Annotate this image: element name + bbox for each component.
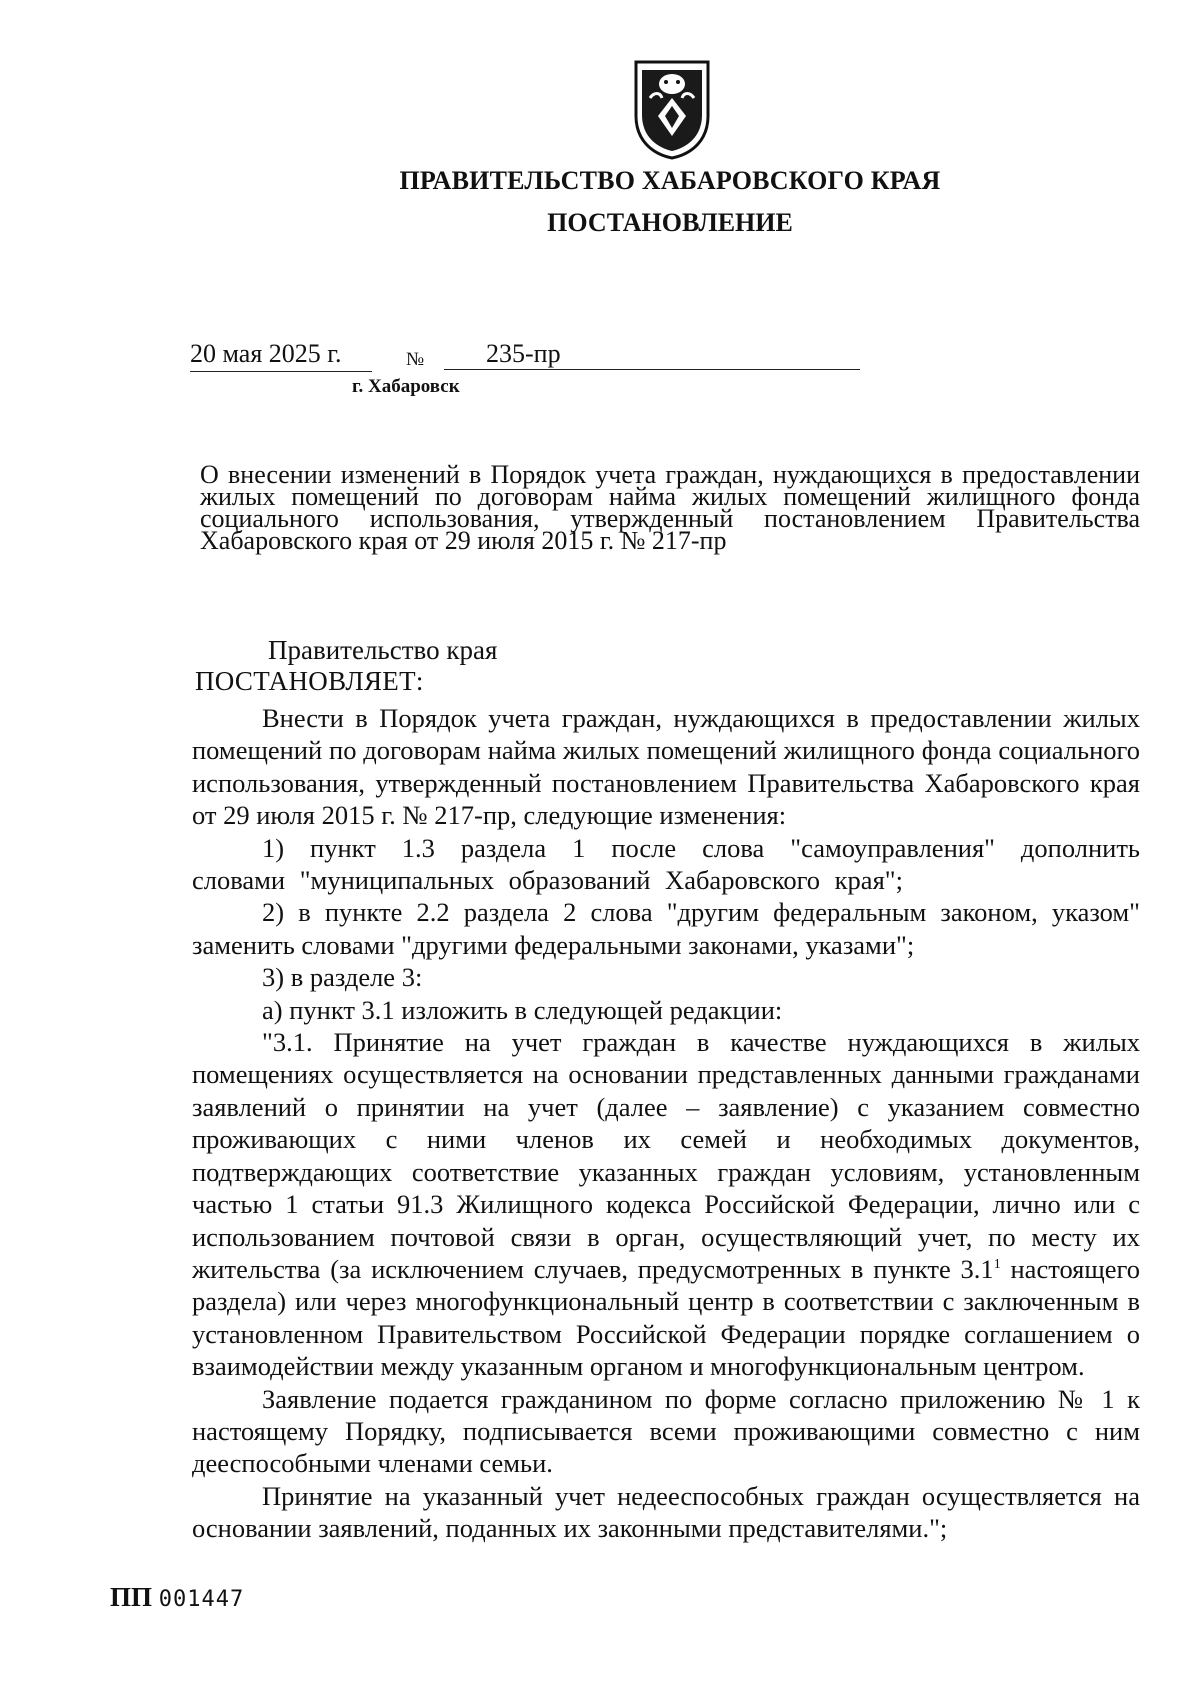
city: г. Хабаровск [352,376,460,397]
paragraph-intro: Внести в Порядок учета граждан, нуждающихся в предоставлении жилых помещений по договорам найма жилых помещений жилищного фонда социального использования, утвержденный постановлением Правительства Хабаровского края от 29 июля 2015 г. № 217-пр, следующие изменения: [192,703,1140,831]
clause-3-1-text-end: настоящего раздела) или через многофункциональный центр в соответствии с заключенным в установленном Правительством Российской Федерации порядке соглашением о взаимодействии между указанным органом и многофункциональным центром. [192,1253,1141,1382]
khabarovsk-coat-of-arms-icon [632,58,712,160]
decree-heading: ПОСТАНОВЛЯЕТ: [195,666,424,696]
preamble: Правительство края [268,635,498,665]
paragraph-incapable-citizens: Принятие на указанный учет недееспособных граждан осуществляется на основании заявлений, поданных их законными представителями."; [192,1480,1140,1544]
document-date: 20 мая 2025 г. [190,339,372,372]
document-number: 235-пр [444,339,860,370]
paragraph-item-3a: а) пункт 3.1 изложить в следующей редакции: [262,994,783,1025]
paragraph-application: Заявление подается гражданином по форме согласно приложению № 1 к настоящему Порядку, подписывается всеми проживающими совместно с ним дееспособными членами семьи. [192,1383,1140,1479]
serial-number [110,1582,244,1613]
paragraph-clause-3-1 [192,1026,1140,1382]
paragraph-item-1: 1) пункт 1.3 раздела 1 после слова "самоуправления" дополнить словами "муниципальных образований Хабаровского края"; [192,832,1140,896]
date-number-line [190,339,640,379]
clause-3-1-superscript: 1 [993,1257,1001,1273]
number-label: № [406,349,425,370]
paragraph-item-3: 3) в разделе 3: [262,962,423,993]
document-subject: О внесении изменений в Порядок учета граждан, нуждающихся в предоставлении жилых помещений по договорам найма жилых помещений жилищного фонда социального использования, утвержденный постановлением Правительства Хабаровского края от 29 июля 2015 г. № 217-пр [200,460,1140,555]
government-title: ПРАВИТЕЛЬСТВО ХАБАРОВСКОГО КРАЯ [399,166,941,195]
serial-prefix: ПП [110,1582,153,1612]
serial-code: 001447 [158,1587,245,1612]
document-body [192,702,1140,1545]
clause-3-1-text-start: "3.1. Принятие на учет граждан в качестве нуждающихся в жилых помещениях осуществляется на основании представленных данными гражданами заявлений о принятии на учет (далее – заявление) с указанием совместно проживающих с ними членов их семей и необходимых документов, подтверждающих соответствие указанных граждан условиям, установленным частью 1 статьи 91.3 Жилищного кодекса Российской Федерации, лично или с использованием почтовой связи в орган, осуществляющий учет, по месту их жительства (за исключением случаев, предусмотренных в пункте 3.1 [192,1027,1140,1284]
document-type: ПОСТАНОВЛЕНИЕ [547,208,793,237]
paragraph-item-2: 2) в пункте 2.2 раздела 2 слова "другим федеральным законом, указом" заменить словами "другими федеральными законами, указами"; [192,897,1140,960]
